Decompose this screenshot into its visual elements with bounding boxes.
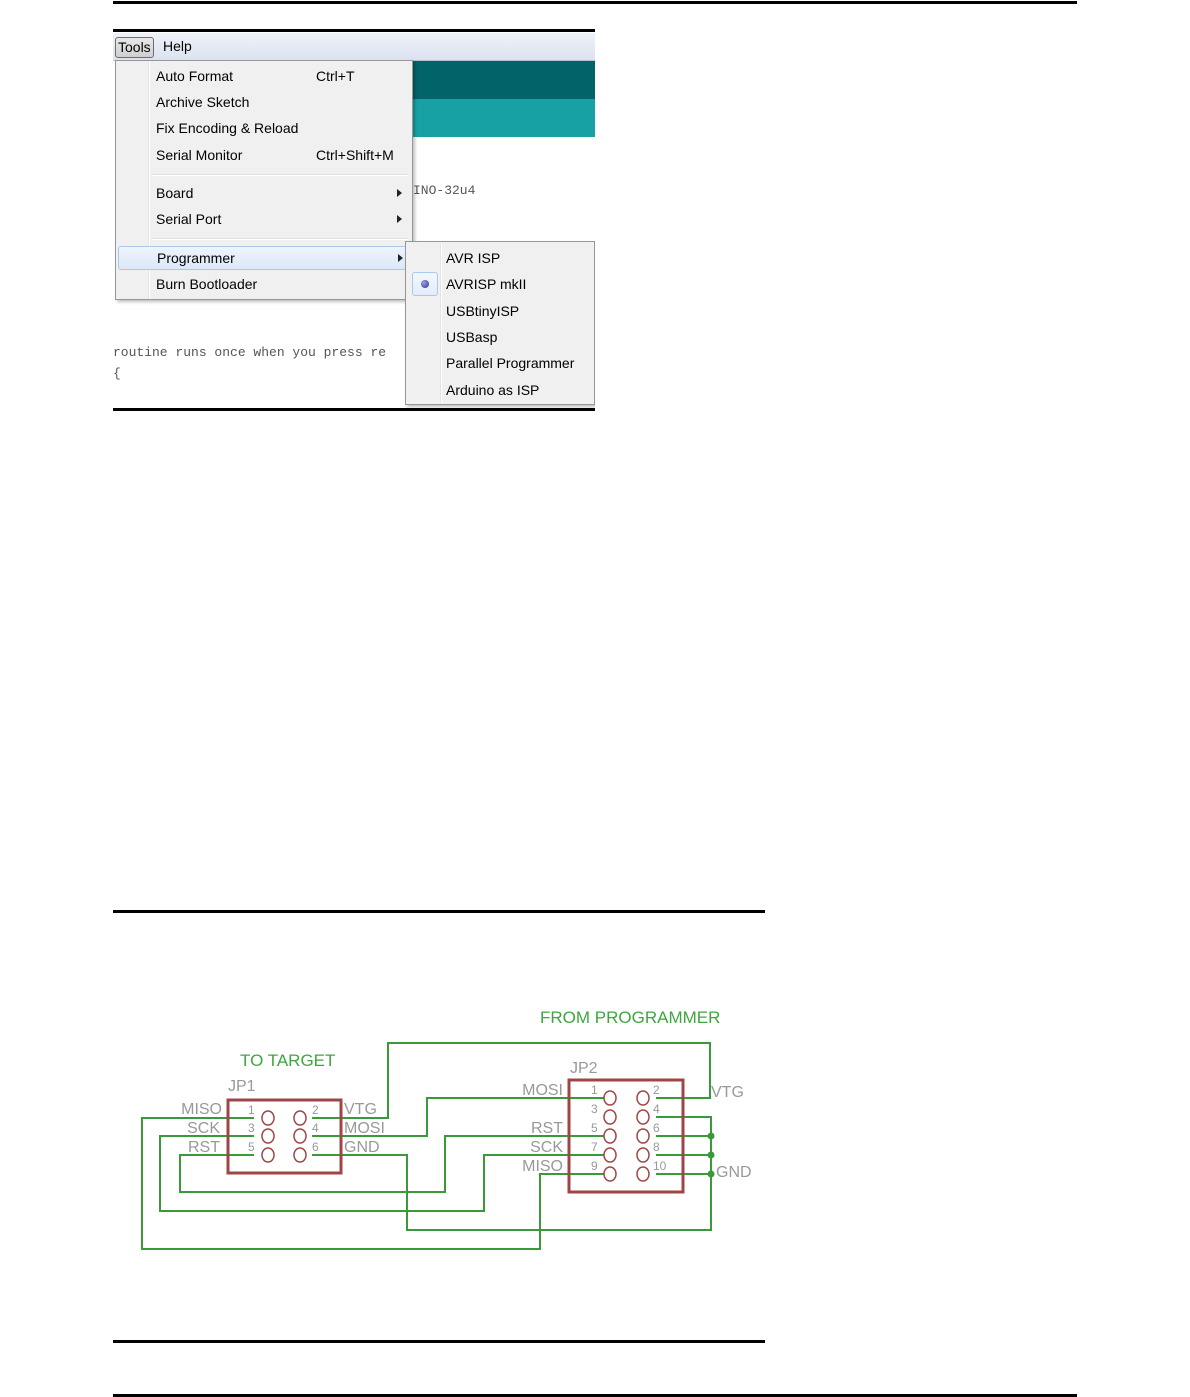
menu-item-label: USBtinyISP — [446, 303, 520, 319]
figure2-bottom-rule — [113, 1340, 765, 1343]
jp1-pin-5: 5 — [248, 1140, 255, 1154]
isp-adapter-schematic — [113, 914, 765, 1339]
jp2-pin-6: 6 — [653, 1121, 660, 1135]
radio-selected-box — [412, 272, 438, 296]
code-line-board: INO-32u4 — [413, 183, 476, 198]
submenu-arrow-icon — [397, 215, 402, 223]
programmer-submenu — [405, 241, 595, 405]
jp1-pin-1: 1 — [248, 1103, 255, 1117]
jp2-name: JP2 — [570, 1060, 598, 1077]
programmer-avrisp-mkii[interactable] — [408, 271, 592, 297]
menu-item-label: Archive Sketch — [156, 94, 250, 110]
menu-item-shortcut: Ctrl+Shift+M — [316, 147, 394, 163]
jp2-pin-8: 8 — [653, 1140, 660, 1154]
figure1-top-rule — [113, 29, 595, 32]
menu-item-label: Serial Monitor — [156, 147, 243, 163]
figure1-bottom-rule — [113, 408, 595, 411]
menu-bar — [113, 33, 595, 61]
menu-item-serial-port[interactable] — [118, 207, 408, 231]
jp1-label-gnd: GND — [344, 1139, 380, 1156]
jp2-label-gnd: GND — [716, 1164, 752, 1181]
toolbar-band — [411, 61, 595, 99]
menu-tools[interactable]: Tools — [115, 37, 154, 58]
menu-item-label: Arduino as ISP — [446, 382, 540, 398]
menu-item-label: Auto Format — [156, 68, 234, 84]
programmer-avr-isp[interactable] — [408, 245, 592, 271]
jp2-label-sck: SCK — [530, 1139, 563, 1156]
programmer-arduino-as-isp[interactable] — [408, 377, 592, 403]
figure2-top-rule — [113, 910, 765, 913]
jp2-pin-10: 10 — [653, 1159, 667, 1173]
menu-item-shortcut: Ctrl+T — [316, 68, 355, 84]
jp2-label-mosi: MOSI — [522, 1082, 563, 1099]
jp1-pin-6: 6 — [312, 1140, 319, 1154]
menu-item-label: Board — [156, 185, 194, 201]
jp2-pin-3: 3 — [591, 1102, 598, 1116]
code-line-comment: routine runs once when you press re — [113, 345, 387, 360]
jp1-name: JP1 — [228, 1078, 256, 1095]
menu-item-serial-monitor[interactable] — [118, 143, 408, 167]
menu-item-label: AVR ISP — [446, 250, 501, 266]
menu-item-board[interactable] — [118, 181, 408, 205]
menu-item-archive-sketch[interactable] — [118, 90, 408, 114]
jp1-pin-4: 4 — [312, 1121, 319, 1135]
menu-item-fix-encoding[interactable] — [118, 116, 408, 140]
label-to-target: TO TARGET — [240, 1051, 336, 1070]
menu-separator — [152, 238, 408, 240]
tab-band — [411, 99, 595, 137]
page-top-rule — [113, 1, 1077, 4]
menu-item-label: USBasp — [446, 329, 498, 345]
menu-item-label: Parallel Programmer — [446, 355, 575, 371]
jp1-label-vtg: VTG — [344, 1101, 377, 1118]
menu-item-label: AVRISP mkII — [446, 276, 527, 292]
programmer-parallel[interactable] — [408, 350, 592, 376]
jp2-pin-9: 9 — [591, 1159, 598, 1173]
jp2-pin-1: 1 — [591, 1083, 598, 1097]
jp1-pin-2: 2 — [312, 1103, 319, 1117]
jp2-label-rst: RST — [531, 1120, 563, 1137]
jp2-pin-7: 7 — [591, 1140, 598, 1154]
menu-item-label: Programmer — [157, 250, 235, 266]
jp2-label-vtg: VTG — [711, 1084, 744, 1101]
label-from-programmer: FROM PROGRAMMER — [540, 1008, 721, 1027]
menu-item-programmer[interactable] — [118, 246, 410, 270]
jp1-label-rst: RST — [188, 1139, 220, 1156]
jp1-label-sck: SCK — [187, 1120, 220, 1137]
jp1-label-mosi: MOSI — [344, 1120, 385, 1137]
jp1-label-miso: MISO — [181, 1101, 222, 1118]
jp1-pins — [262, 1111, 306, 1162]
submenu-arrow-icon — [398, 254, 403, 262]
code-line-brace: { — [113, 366, 121, 381]
jp1-pin-3: 3 — [248, 1121, 255, 1135]
submenu-arrow-icon — [397, 189, 402, 197]
jp2-pins — [604, 1091, 649, 1181]
tools-menu — [115, 60, 413, 300]
jp2-pin-5: 5 — [591, 1121, 598, 1135]
junction-dots — [708, 1133, 715, 1178]
menu-item-burn-bootloader[interactable] — [118, 272, 408, 296]
jp2-pin-2: 2 — [653, 1083, 660, 1097]
jp2-pin-4: 4 — [653, 1102, 660, 1116]
programmer-usbasp[interactable] — [408, 324, 592, 350]
menu-separator — [152, 174, 408, 176]
menu-item-label: Fix Encoding & Reload — [156, 120, 299, 136]
programmer-usbtinyisp[interactable] — [408, 298, 592, 324]
jp2-label-miso: MISO — [522, 1158, 563, 1175]
menu-help[interactable]: Help — [163, 38, 192, 54]
menu-item-label: Serial Port — [156, 211, 222, 227]
menu-item-label: Burn Bootloader — [156, 276, 258, 292]
menu-item-auto-format[interactable] — [118, 64, 408, 88]
arduino-ide-screenshot — [113, 33, 595, 408]
radio-dot-icon — [421, 280, 429, 288]
